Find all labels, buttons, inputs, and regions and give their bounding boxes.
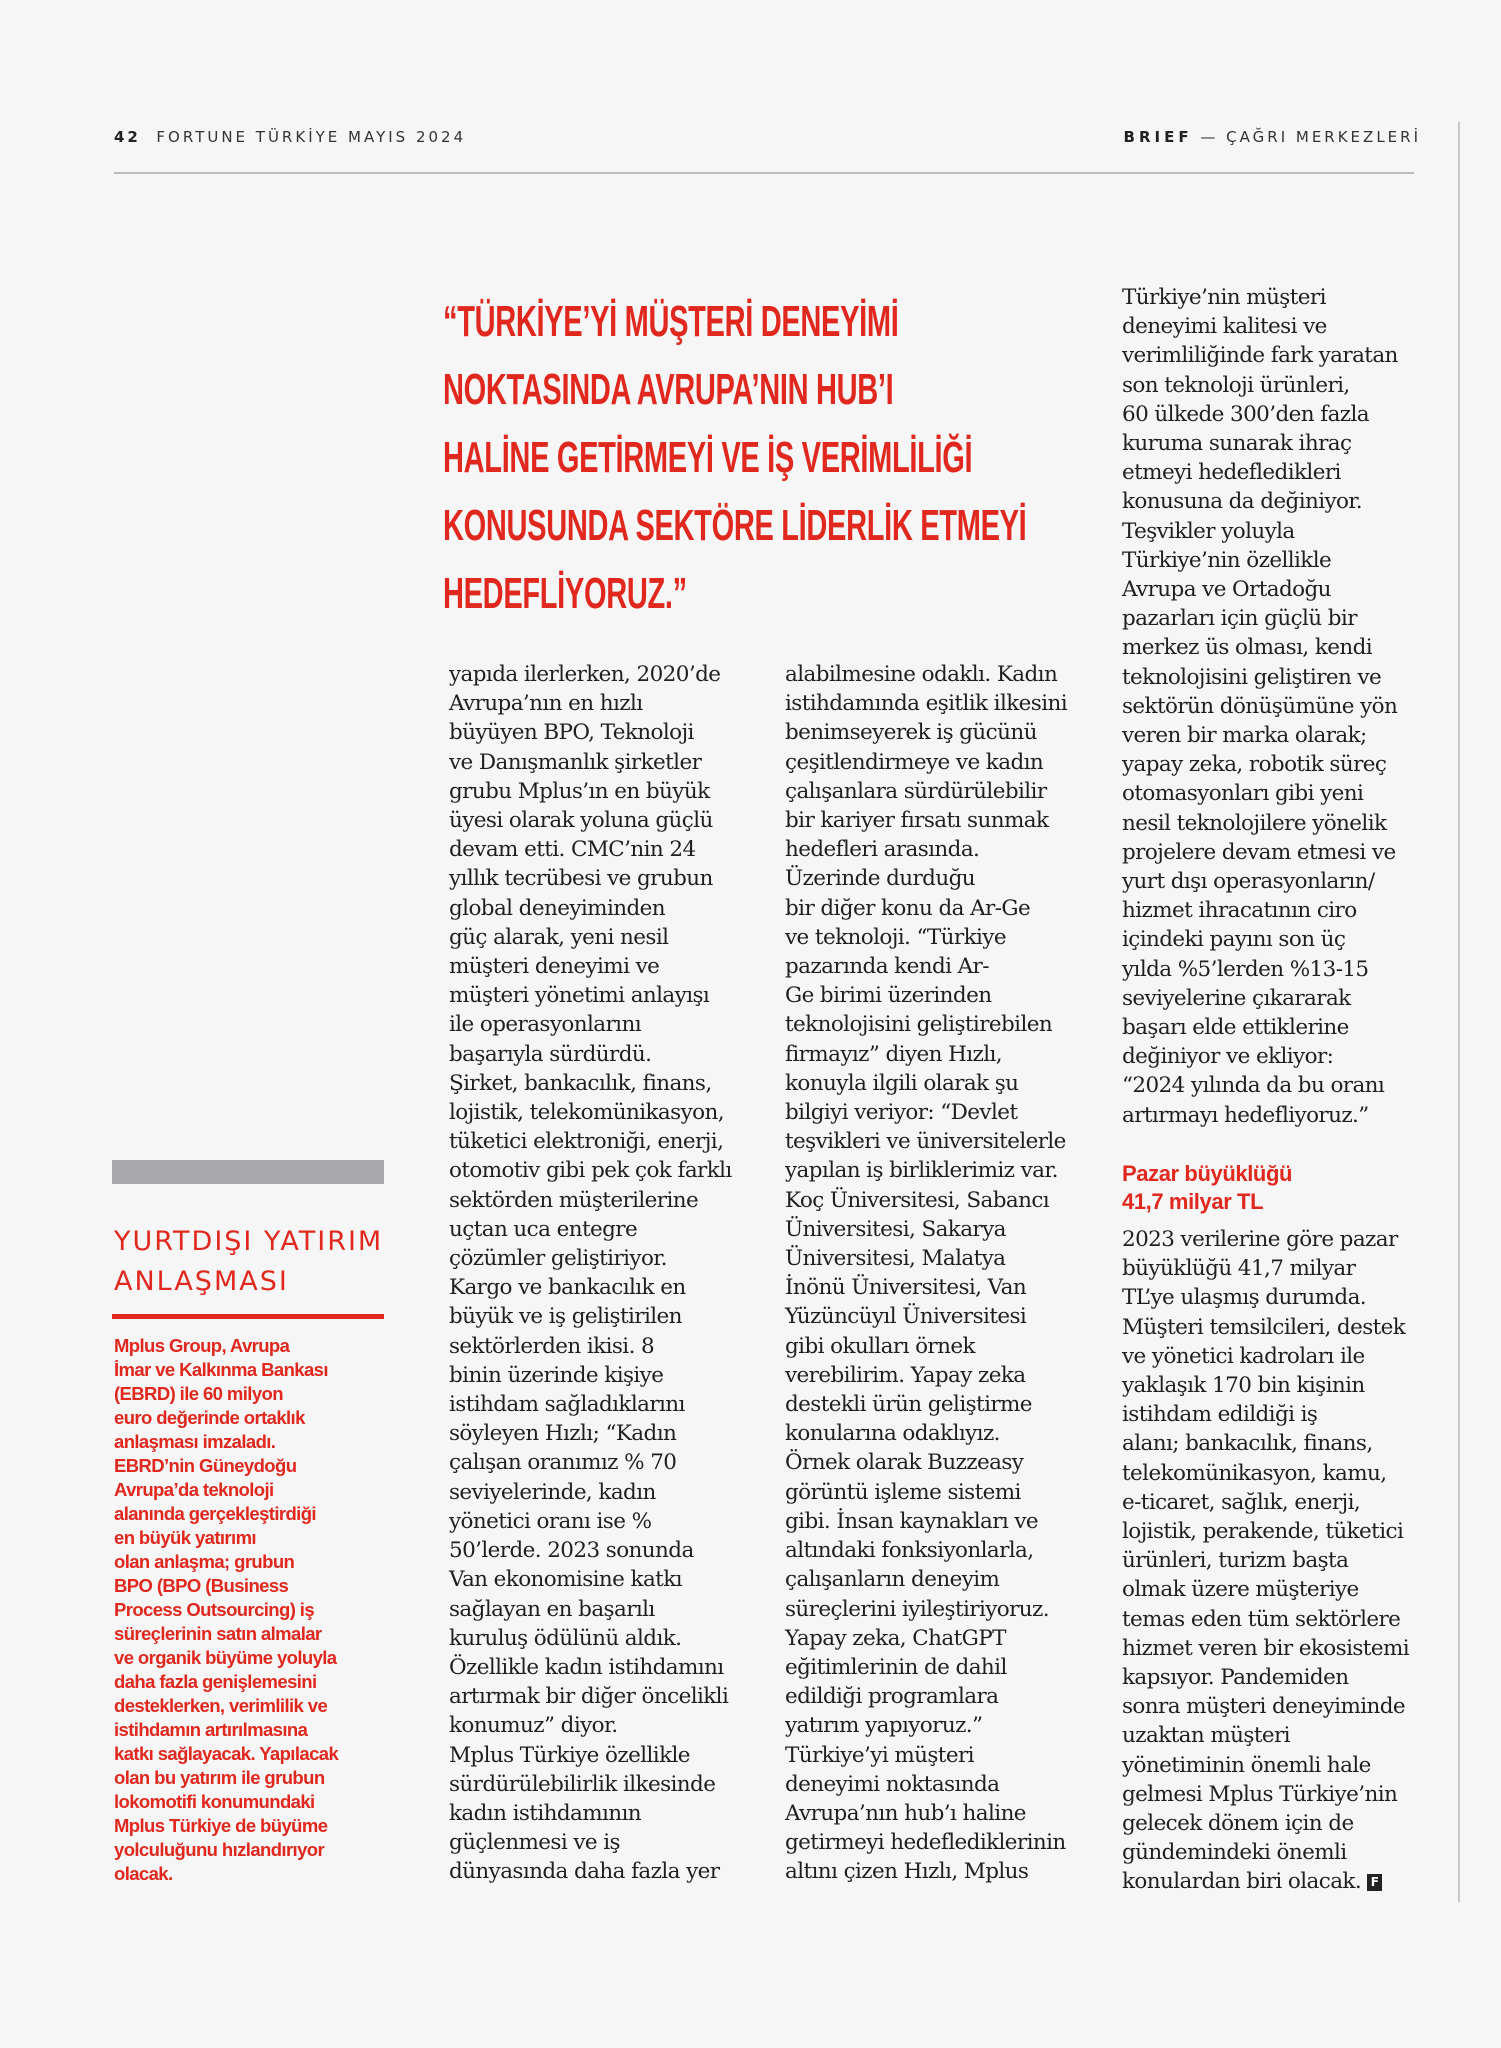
show-through-text [230, 160, 274, 299]
section-name: BRIEF [1123, 128, 1193, 146]
page-header-left [114, 128, 466, 146]
section-topic: ÇAĞRI MERKEZLERİ [1226, 128, 1421, 146]
article-column-1: yapıda ilerlerken, 2020’de Avrupa’nın en hızlı büyüyen BPO, Teknoloji ve Danışmanlık şirketler grubu Mplus’ın en büyük üyesi olarak yoluna güçlü devam etti. CMC’nin 24 yıllık tecrübesi ve grubun global deneyiminden güç alarak, yeni nesil müşteri deneyimi ve müşteri yönetimi anlayışı ile operasyonlarını başarıyla sürdürdü. Şirket, bankacılık, finans, lojistik, telekomünikasyon, tüketici elektroniği, enerji, otomotiv gibi pek çok farklı sektörden müşterilerine uçtan uca entegre çözümler geliştiriyor. Kargo ve bankacılık en büyük ve iş geliştirilen sektörlerden ikisi. 8 binin üzerinde kişiye istihdam sağladıklarını söyleyen Hızlı; “Kadın çalışan oranımız % 70 seviyelerinde, kadın yönetici oranı ise % 50’lerde. 2023 sonunda Van ekonomisine katkı sağlayan en başarılı kuruluş ödülünü aldık. Özellikle kadın istihdamını artırmak bir diğer öncelikli konumuz” diyor. Mplus Türkiye özellikle sürdürülebilirlik ilkesinde kadın istihdamının güçlenmesi ve iş dünyasında daha fazla yer [449, 662, 732, 1885]
sidebar-red-rule [112, 1314, 384, 1319]
article-column-2: alabilmesine odaklı. Kadın istihdamında eşitlik ilkesini benimseyerek iş gücünü çeşitlendirmeye ve kadın çalışanlara sürdürülebilir bir kariyer fırsatı sunmak hedefleri arasında. Üzerinde durduğu bir diğer konu da Ar-Ge ve teknoloji. “Türkiye pazarında kendi Ar- Ge birimi üzerinden teknolojisini geliştirebilen firmayız” diyen Hızlı, konuyla ilgili olarak şu bilgiyi veriyor: “Devlet teşvikleri ve üniversitelerle yapılan iş birliklerimiz var. Koç Üniversitesi, Sabancı Üniversitesi, Sakarya Üniversitesi, Malatya İnönü Üniversitesi, Van Yüzüncüyıl Üniversitesi gibi okulları örnek verebilirim. Yapay zeka destekli ürün geliştirme konularına odaklıyız. Örnek olarak Buzzeasy görüntü işleme sistemi gibi. İnsan kaynakları ve altındaki fonksiyonlarla, çalışanların deneyim süreçlerini iyileştiriyoruz. Yapay zeka, ChatGPT eğitimlerinin de dahil edildiği programlara yatırım yapıyoruz.” Türkiye’yi müşteri deneyimi noktasında Avrupa’nın hub’ı haline getirmeyi hedeflediklerinin altını çizen Hızlı, Mplus [785, 662, 1068, 1885]
publication-name: FORTUNE TÜRKİYE MAYIS 2024 [156, 128, 467, 146]
section-subhead: Pazar büyüklüğü 41,7 milyar TL [1122, 1161, 1293, 1214]
header-separator: — [1200, 128, 1219, 146]
end-mark-icon: F [1367, 1874, 1382, 1891]
article-column-3: Türkiye’nin müşteri deneyimi kalitesi ve verimliliğinde fark yaratan son teknoloji ürünleri, 60 ülkede 300’den fazla kuruma sunarak ihraç etmeyi hedefledikleri konusuna da değiniyor. Teşvikler yoluyla Türkiye’nin özellikle Avrupa ve Ortadoğu pazarları için güçlü bir merkez üs olması, kendi teknolojisini geliştiren ve sektörün dönüşümüne yön veren bir marka olarak; yapay zeka, robotik süreç otomasyonları gibi yeni nesil teknolojilere yönelik projelere devam etmesi ve yurt dışı operasyonların/ hizmet ihracatının ciro içindeki payını son üç yılda %5’lerden %13-15 seviyelerine çıkararak başarı elde ettiklerine değiniyor ve ekliyor: “2024 yılında da bu oranı artırmayı hedefliyoruz.” [1122, 285, 1398, 1128]
article-column-4 [1122, 1225, 1452, 1897]
page-header-right [1124, 128, 1421, 146]
margin-bar [1458, 122, 1460, 1902]
pull-quote: “TÜRKİYE’Yİ MÜŞTERİ DENEYİMİ NOKTASINDA AVRUPA’NIN HUB’I HALİNE GETİRMEYİ VE İŞ VERİMLİLİĞİ KONUSUNDA SEKTÖRE LİDERLİK ETMEYİ HEDEFLİYORUZ.” [443, 297, 1027, 618]
show-through-text-2 [140, 300, 163, 370]
header-rule [114, 172, 1414, 174]
sidebar-title: YURTDIŞI YATIRIM ANLAŞMASI [114, 1226, 384, 1297]
page-number: 42 [114, 128, 141, 146]
sidebar-grey-bar [112, 1160, 384, 1184]
sidebar-body: Mplus Group, Avrupa İmar ve Kalkınma Bankası (EBRD) ile 60 milyon euro değerinde ortaklık anlaşması imzaladı. EBRD’nin Güneydoğu Avrupa’da teknoloji alanında gerçekleştirdiği en büyük yatırımı olan anlaşma; grubun BPO (BPO (Business Process Outsourcing) iş süreçlerinin satın almalar ve organik büyüme yoluyla daha fazla genişlemesini desteklerken, verimlilik ve istihdamın artırılmasına katkı sağlayacak. Yapılacak olan bu yatırım ile grubun lokomotifi konumundaki Mplus Türkiye de büyüme yolculuğunu hızlandırıyor olacak. [114, 1335, 339, 1884]
article-column-4-text: 2023 verilerine göre pazar büyüklüğü 41,7 milyar TL’ye ulaşmış durumda. Müşteri temsilcileri, destek ve yönetici kadroları ile yaklaşık 170 bin kişinin istihdam edildiği iş alanı; bankacılık, finans, telekomünikasyon, kamu, e-ticaret, sağlık, enerji, lojistik, perakende, tüketici ürünleri, turizm başta olmak üzere müşteriye temas eden tüm sektörlere hizmet veren bir ekosistemi kapsıyor. Pandemiden sonra müşteri deneyiminde uzaktan müşteri yönetiminin önemli hale gelmesi Mplus Türkiye’nin gelecek dönem için de gündemindeki önemli konulardan biri olacak. [1122, 1227, 1410, 1895]
